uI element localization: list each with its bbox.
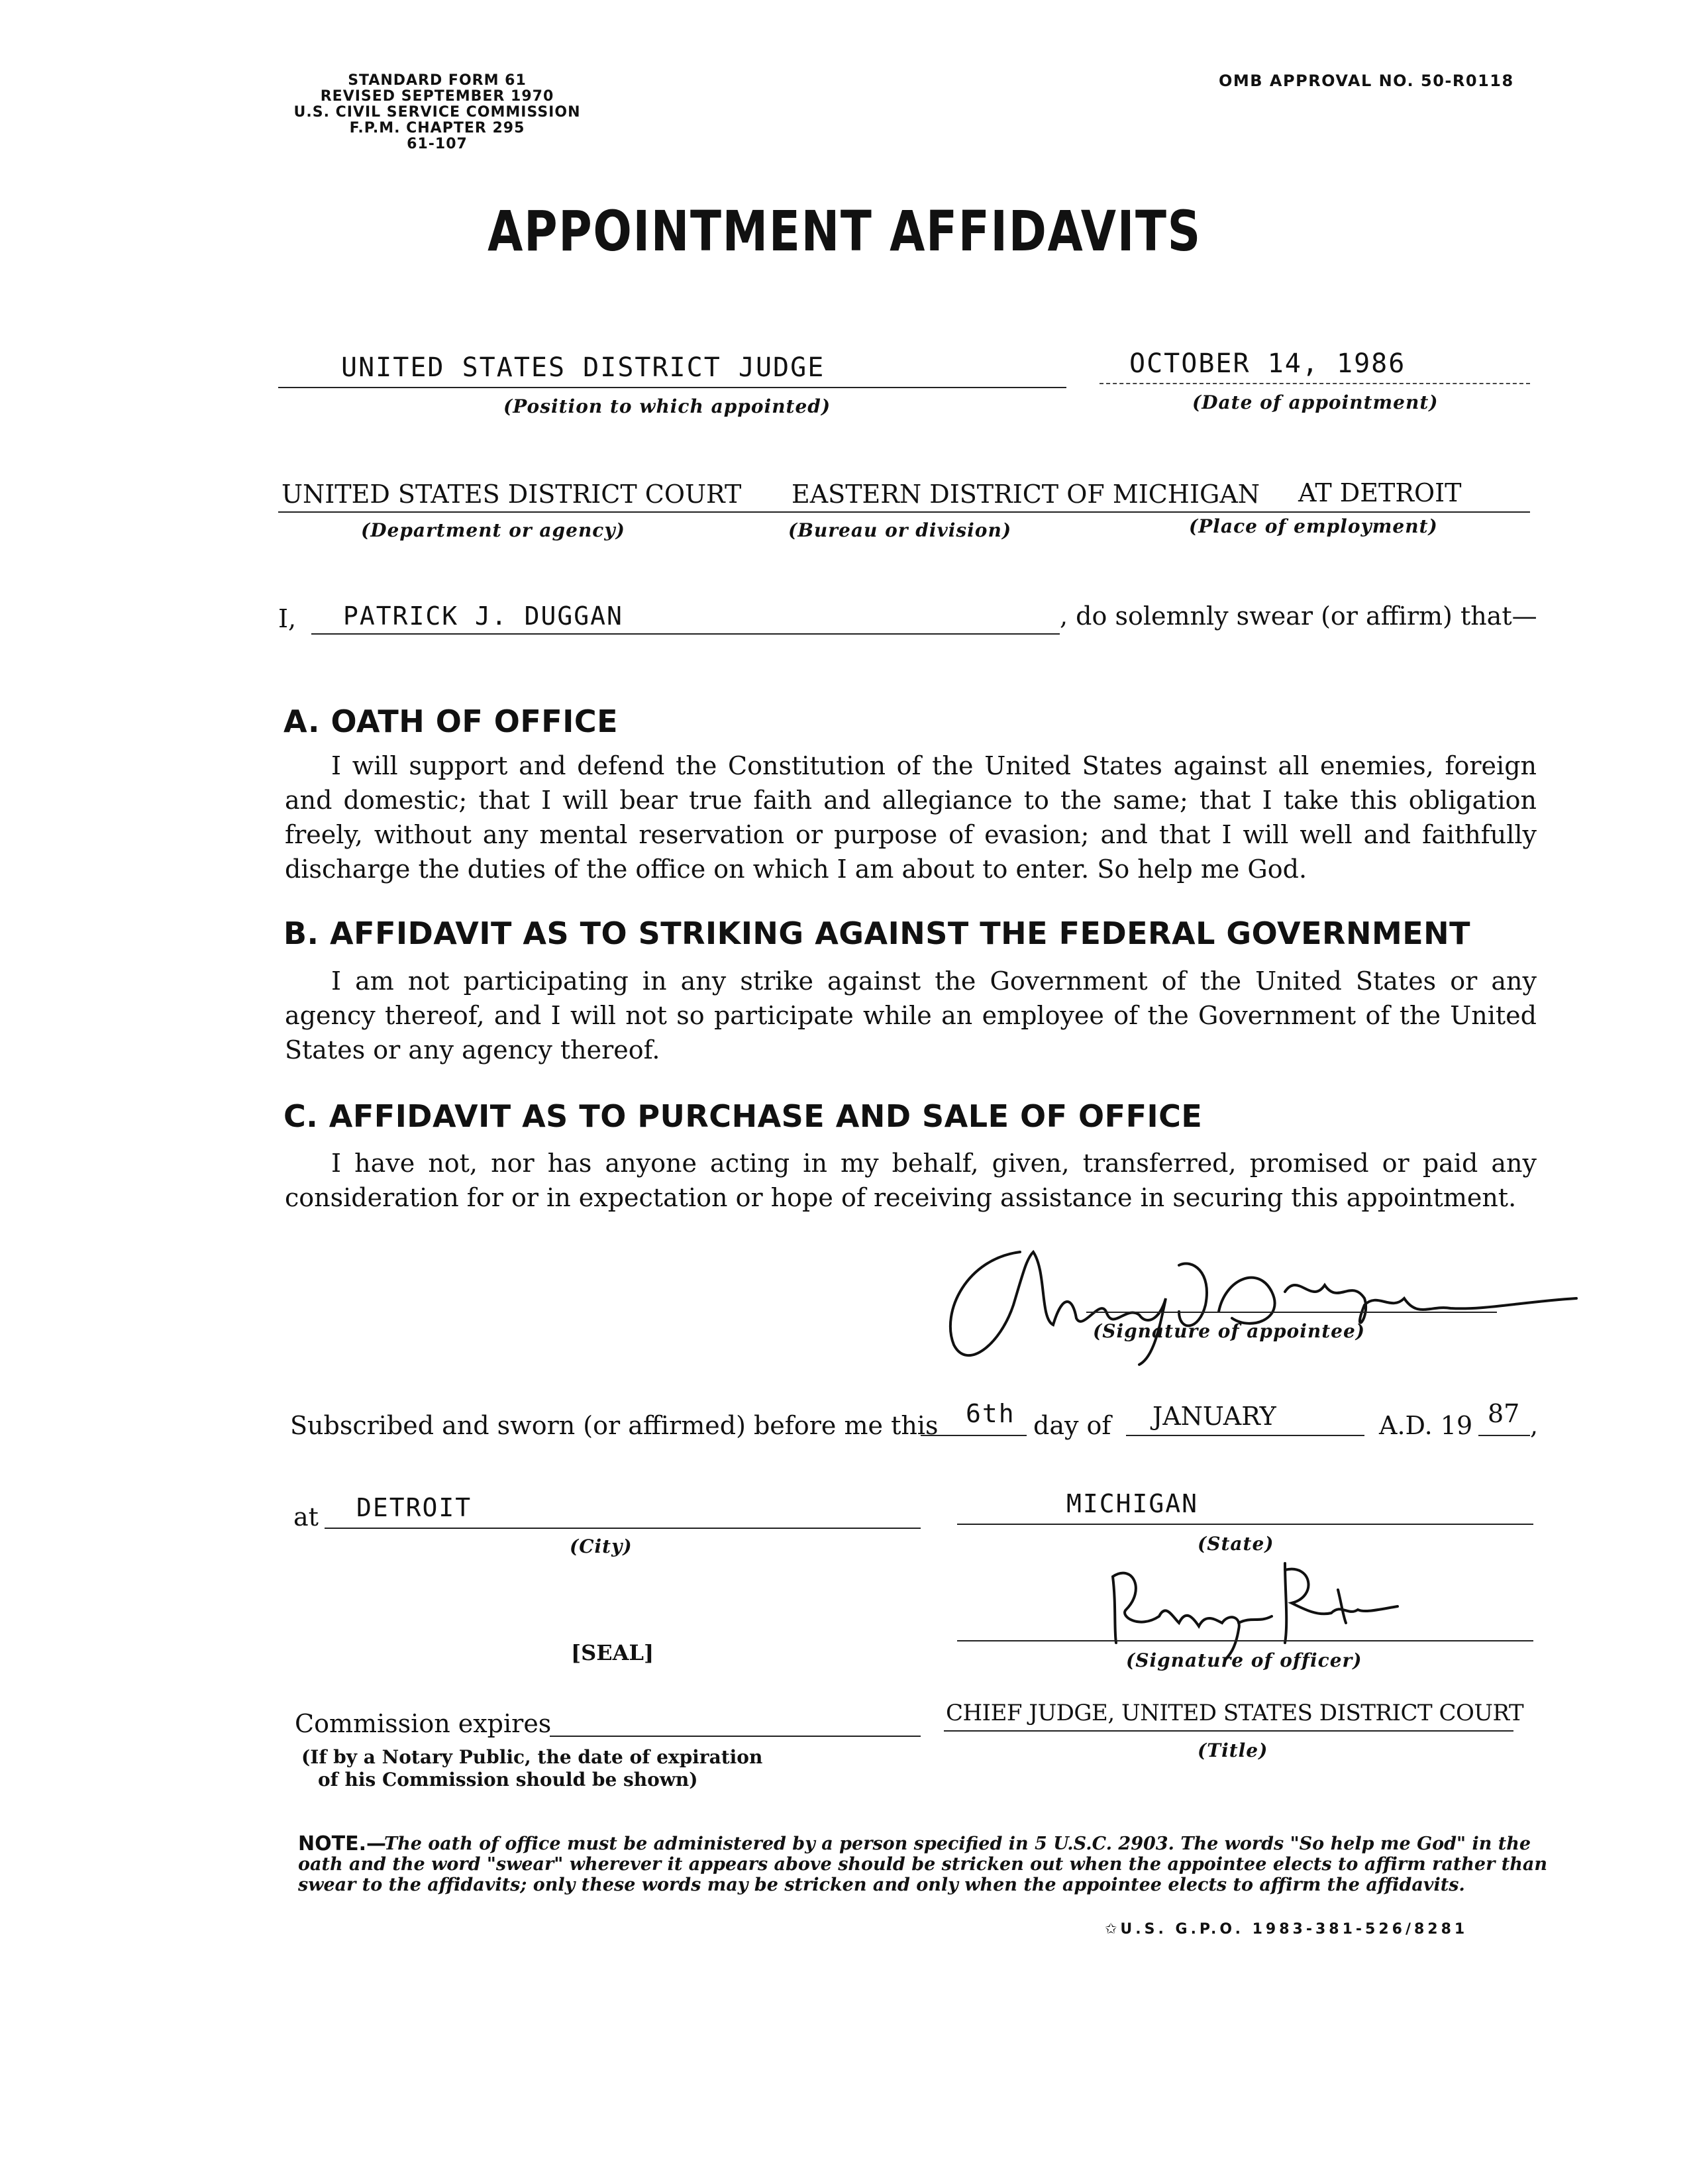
- title-value: CHIEF JUDGE, UNITED STATES DISTRICT COURT: [946, 1700, 1524, 1726]
- appointee-signature-caption: (Signature of appointee): [1093, 1320, 1366, 1342]
- bureau-caption: (Bureau or division): [788, 519, 1012, 541]
- oath-prefix: I,: [278, 604, 297, 633]
- section-b-text: I am not participating in any strike against the Government of the United States or any agency thereof, and I will not so participate while an employee of the Government of the United States or any agency thereof.: [285, 966, 1537, 1065]
- position-value: UNITED STATES DISTRICT JUDGE: [341, 352, 825, 383]
- bureau-value: EASTERN DISTRICT OF MICHIGAN: [792, 480, 1260, 509]
- sworn-lead: Subscribed and sworn (or affirmed) before me this: [290, 1411, 939, 1440]
- commission-note-line: of his Commission should be shown): [318, 1769, 698, 1791]
- section-a-heading: A. OATH OF OFFICE: [283, 703, 619, 739]
- sworn-month: JANUARY: [1152, 1402, 1276, 1431]
- commission-note-line: (If by a Notary Public, the date of expiration: [301, 1746, 763, 1768]
- gpo-imprint: ✩U.S. G.P.O. 1983-381-526/8281: [1105, 1921, 1468, 1938]
- date-caption: (Date of appointment): [1192, 391, 1439, 413]
- state-value: MICHIGAN: [1066, 1489, 1199, 1518]
- note-text: The oath of office must be administered by a person specified in 5 U.S.C. 2903. The words "So help me God" in the oath and the word "swear" wherever it appears above should be stricken out when the appointee elects to affirm rather than swear to the affidavits; only these words may be stricken and only when the appointee elects to affirm the affidavits.: [298, 1834, 1547, 1895]
- date-rule: [1100, 383, 1530, 384]
- state-rule: [957, 1524, 1533, 1525]
- page-title: APPOINTMENT AFFIDAVITS: [487, 199, 1202, 264]
- at-label: at: [293, 1502, 319, 1532]
- seal-label: [SEAL]: [571, 1640, 654, 1665]
- sworn-day-of: day of: [1033, 1411, 1111, 1440]
- form-line: 61-107: [407, 136, 468, 152]
- note-label: NOTE.—: [298, 1832, 386, 1855]
- section-c-heading: C. AFFIDAVIT AS TO PURCHASE AND SALE OF OFFICE: [283, 1098, 1203, 1134]
- section-a-text: I will support and defend the Constitution of the United States against all enemies, foreign and domestic; that I will bear true faith and allegiance to the same; that I take this obligation freely, without any mental reservation or purpose of evasion; and that I will well and faithfully discharge the duties of the office on which I am about to enter. So help me God.: [285, 751, 1537, 884]
- officer-signature: [1086, 1550, 1404, 1663]
- section-c-text: I have not, nor has anyone acting in my behalf, given, transferred, promised or paid any consideration for or in expectation or hope of receiving assistance in securing this appointment.: [285, 1149, 1537, 1212]
- sworn-comma: ,: [1530, 1411, 1539, 1440]
- place-value: AT DETROIT: [1298, 478, 1462, 507]
- day-rule: [921, 1435, 1027, 1436]
- year-rule: [1478, 1435, 1530, 1436]
- department-value: UNITED STATES DISTRICT COURT: [282, 480, 742, 509]
- state-caption: (State): [1198, 1533, 1274, 1555]
- omb-approval: OMB APPROVAL NO. 50-R0118: [1219, 72, 1514, 90]
- sworn-day: 6th: [966, 1399, 1015, 1428]
- form-line: REVISED SEPTEMBER 1970: [320, 88, 554, 105]
- appointee-name: PATRICK J. DUGGAN: [343, 601, 623, 631]
- department-caption: (Department or agency): [361, 519, 625, 541]
- city-rule: [325, 1528, 921, 1529]
- form-line: STANDARD FORM 61: [348, 72, 527, 89]
- officer-signature-rule: [957, 1640, 1533, 1641]
- section-b-heading: B. AFFIDAVIT AS TO STRIKING AGAINST THE FEDERAL GOVERNMENT: [283, 915, 1471, 951]
- position-rule: [278, 387, 1066, 388]
- form-identifier: [252, 73, 623, 152]
- commission-rule: [550, 1736, 921, 1737]
- agency-rule: [278, 511, 1530, 513]
- place-caption: (Place of employment): [1189, 515, 1438, 537]
- oath-suffix: , do solemnly swear (or affirm) that—: [1060, 601, 1537, 631]
- commission-label: Commission expires: [295, 1709, 552, 1738]
- officer-signature-caption: (Signature of officer): [1126, 1649, 1362, 1671]
- title-caption: (Title): [1198, 1740, 1268, 1761]
- date-value: OCTOBER 14, 1986: [1129, 348, 1406, 379]
- title-rule: [944, 1730, 1513, 1732]
- sworn-year: 87: [1488, 1399, 1520, 1428]
- form-line: U.S. CIVIL SERVICE COMMISSION: [293, 104, 581, 121]
- position-caption: (Position to which appointed): [503, 395, 831, 417]
- appointee-signature-rule: [1086, 1312, 1497, 1313]
- month-rule: [1126, 1435, 1364, 1436]
- name-rule: [311, 633, 1060, 635]
- form-line: F.P.M. CHAPTER 295: [349, 120, 525, 136]
- city-caption: (City): [570, 1535, 633, 1557]
- city-value: DETROIT: [356, 1493, 472, 1522]
- sworn-ad: A.D. 19: [1379, 1411, 1473, 1440]
